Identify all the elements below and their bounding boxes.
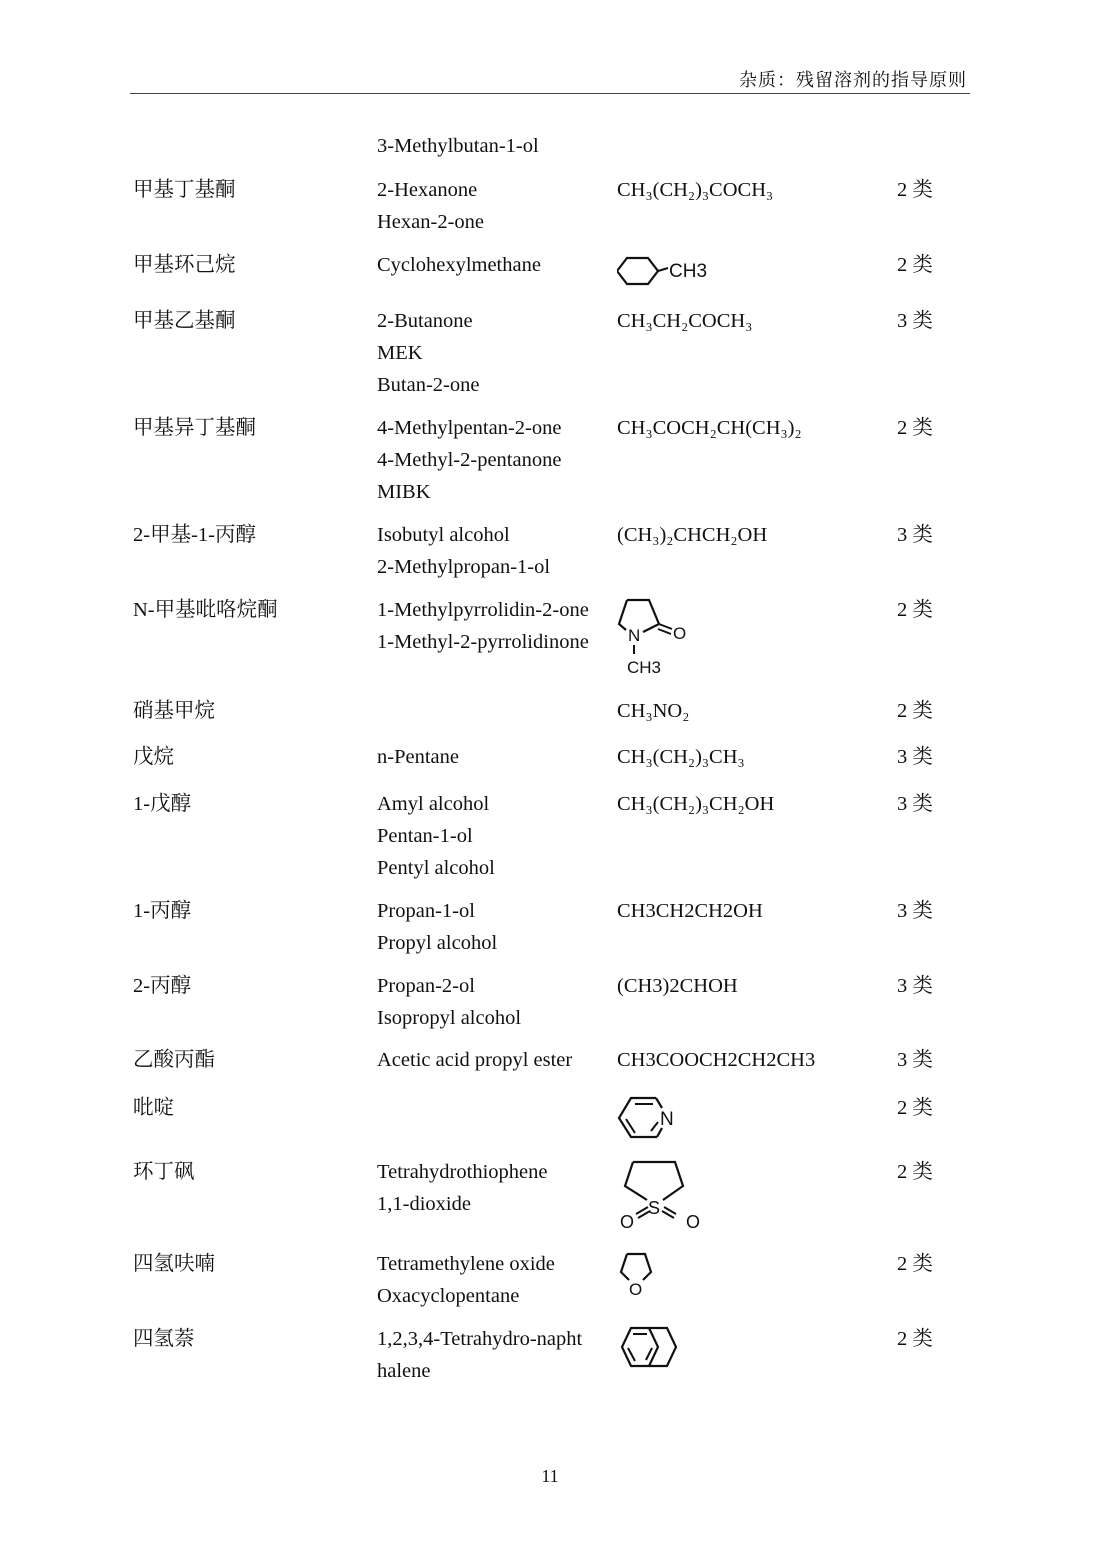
english-names-cell bbox=[377, 1248, 555, 1312]
english-names-cell bbox=[377, 788, 495, 884]
chinese-name: 甲基丁基酮 bbox=[133, 179, 236, 201]
english-name: Pentyl alcohol bbox=[377, 857, 495, 879]
chinese-name: 甲基乙基酮 bbox=[133, 310, 236, 332]
solvent-class: 3 类 bbox=[897, 1049, 933, 1071]
english-names-cell bbox=[377, 1323, 582, 1387]
english-name: 1,1-dioxide bbox=[377, 1193, 471, 1215]
english-name: Propan-1-ol bbox=[377, 900, 475, 922]
english-name: 1-Methylpyrrolidin-2-one bbox=[377, 599, 589, 621]
english-name: halene bbox=[377, 1360, 431, 1382]
solvent-class: 3 类 bbox=[897, 746, 933, 768]
english-names-cell bbox=[377, 970, 521, 1034]
svg-text:CH3: CH3 bbox=[627, 658, 662, 677]
header-divider bbox=[130, 93, 970, 94]
english-name: 4-Methylpentan-2-one bbox=[377, 417, 562, 439]
english-name: Isobutyl alcohol bbox=[377, 524, 510, 546]
solvent-class: 3 类 bbox=[897, 524, 933, 546]
pyridine-structure-icon bbox=[617, 1094, 683, 1142]
chinese-name: 甲基环己烷 bbox=[133, 254, 236, 276]
solvent-class: 2 类 bbox=[897, 1328, 933, 1350]
english-names-cell bbox=[377, 249, 541, 281]
solvent-class: 2 类 bbox=[897, 1097, 933, 1119]
english-names-cell bbox=[377, 519, 550, 583]
solvent-class: 2 类 bbox=[897, 179, 933, 201]
english-names-cell bbox=[377, 741, 459, 773]
english-name: Acetic acid propyl ester bbox=[377, 1049, 573, 1071]
english-names-cell bbox=[377, 412, 561, 508]
chinese-name: 甲基异丁基酮 bbox=[133, 417, 256, 439]
english-name: Propan-2-ol bbox=[377, 975, 475, 997]
chemical-formula: CH₃COCH₂CH(CH₃)₂ bbox=[617, 417, 802, 439]
n-methylpyrrolidone-structure-icon bbox=[615, 596, 695, 678]
chinese-name: 四氢呋喃 bbox=[133, 1253, 215, 1275]
chemical-formula: CH₃NO₂ bbox=[617, 700, 690, 722]
svg-text:O: O bbox=[686, 1212, 701, 1232]
chemical-formula: CH₃(CH₂)₃COCH₃ bbox=[617, 179, 774, 201]
english-name: 1,2,3,4-Tetrahydro-napht bbox=[377, 1328, 583, 1350]
english-names-cell bbox=[377, 130, 539, 162]
chinese-name: 环丁砜 bbox=[133, 1161, 195, 1183]
svg-text:N: N bbox=[660, 1109, 674, 1130]
chemical-formula: (CH₃)₂CHCH₂OH bbox=[617, 524, 768, 546]
chinese-name: 乙酸丙酯 bbox=[133, 1049, 215, 1071]
chinese-name: 四氢萘 bbox=[133, 1328, 195, 1350]
chinese-name: N-甲基吡咯烷酮 bbox=[133, 599, 278, 621]
english-name: n-Pentane bbox=[377, 746, 459, 768]
english-names-cell bbox=[377, 594, 589, 658]
english-name: Butan-2-one bbox=[377, 374, 480, 396]
english-name: MEK bbox=[377, 342, 423, 364]
solvent-class: 2 类 bbox=[897, 700, 933, 722]
english-name: 3-Methylbutan-1-ol bbox=[377, 135, 539, 157]
english-name: 2-Hexanone bbox=[377, 179, 478, 201]
english-names-cell bbox=[377, 895, 497, 959]
chemical-formula: CH₃CH₂COCH₃ bbox=[617, 310, 753, 332]
chemical-formula: CH₃(CH₂)₃CH₃ bbox=[617, 746, 745, 768]
chemical-formula: CH3COOCH2CH2CH3 bbox=[617, 1049, 816, 1071]
english-names-cell bbox=[377, 174, 484, 238]
tetrahydrofuran-structure-icon bbox=[617, 1250, 661, 1298]
chinese-name: 1-丙醇 bbox=[133, 900, 192, 922]
english-name: 2-Methylpropan-1-ol bbox=[377, 556, 551, 578]
chinese-name: 戊烷 bbox=[133, 746, 174, 768]
english-name: Amyl alcohol bbox=[377, 793, 490, 815]
english-name: Propyl alcohol bbox=[377, 932, 498, 954]
chinese-name: 2-甲基-1-丙醇 bbox=[133, 524, 256, 546]
solvent-class: 3 类 bbox=[897, 975, 933, 997]
chinese-name: 硝基甲烷 bbox=[133, 700, 215, 722]
solvent-class: 2 类 bbox=[897, 1253, 933, 1275]
english-name: Tetramethylene oxide bbox=[377, 1253, 555, 1275]
methylcyclohexane-structure-icon bbox=[617, 252, 727, 290]
svg-text:O: O bbox=[620, 1212, 635, 1232]
svg-text:O: O bbox=[673, 624, 687, 643]
page-number: 11 bbox=[541, 1466, 559, 1486]
solvent-class: 3 类 bbox=[897, 310, 933, 332]
english-name: Oxacyclopentane bbox=[377, 1285, 520, 1307]
svg-text:CH3: CH3 bbox=[669, 261, 708, 282]
english-name: 2-Butanone bbox=[377, 310, 473, 332]
english-name: 1-Methyl-2-pyrrolidinone bbox=[377, 631, 589, 653]
sulfolane-structure-icon bbox=[617, 1158, 709, 1234]
english-name: 4-Methyl-2-pentanone bbox=[377, 449, 562, 471]
chinese-name: 吡啶 bbox=[133, 1097, 174, 1119]
chemical-formula: CH₃(CH₂)₃CH₂OH bbox=[617, 793, 775, 815]
english-names-cell bbox=[377, 1156, 547, 1220]
solvent-class: 3 类 bbox=[897, 900, 933, 922]
solvent-class: 2 类 bbox=[897, 417, 933, 439]
solvent-class: 2 类 bbox=[897, 254, 933, 276]
header-title: 杂质：残留溶剂的指导原则 bbox=[739, 70, 967, 90]
chinese-name: 2-丙醇 bbox=[133, 975, 192, 997]
tetralin-structure-icon bbox=[617, 1325, 693, 1371]
chinese-name: 1-戊醇 bbox=[133, 793, 192, 815]
english-name: Isopropyl alcohol bbox=[377, 1007, 522, 1029]
english-name: Cyclohexylmethane bbox=[377, 254, 541, 276]
english-names-cell bbox=[377, 305, 479, 401]
english-name: Hexan-2-one bbox=[377, 211, 485, 233]
english-name: Pentan-1-ol bbox=[377, 825, 473, 847]
english-name: Tetrahydrothiophene bbox=[377, 1161, 548, 1183]
chemical-formula: (CH3)2CHOH bbox=[617, 975, 738, 997]
solvent-class: 3 类 bbox=[897, 793, 933, 815]
solvent-class: 2 类 bbox=[897, 599, 933, 621]
solvent-class: 2 类 bbox=[897, 1161, 933, 1183]
chemical-formula: CH3CH2CH2OH bbox=[617, 900, 763, 922]
svg-text:S: S bbox=[648, 1198, 661, 1218]
svg-text:N: N bbox=[628, 626, 641, 645]
svg-text:O: O bbox=[629, 1280, 643, 1298]
english-name: MIBK bbox=[377, 481, 431, 503]
english-names-cell bbox=[377, 1044, 572, 1076]
